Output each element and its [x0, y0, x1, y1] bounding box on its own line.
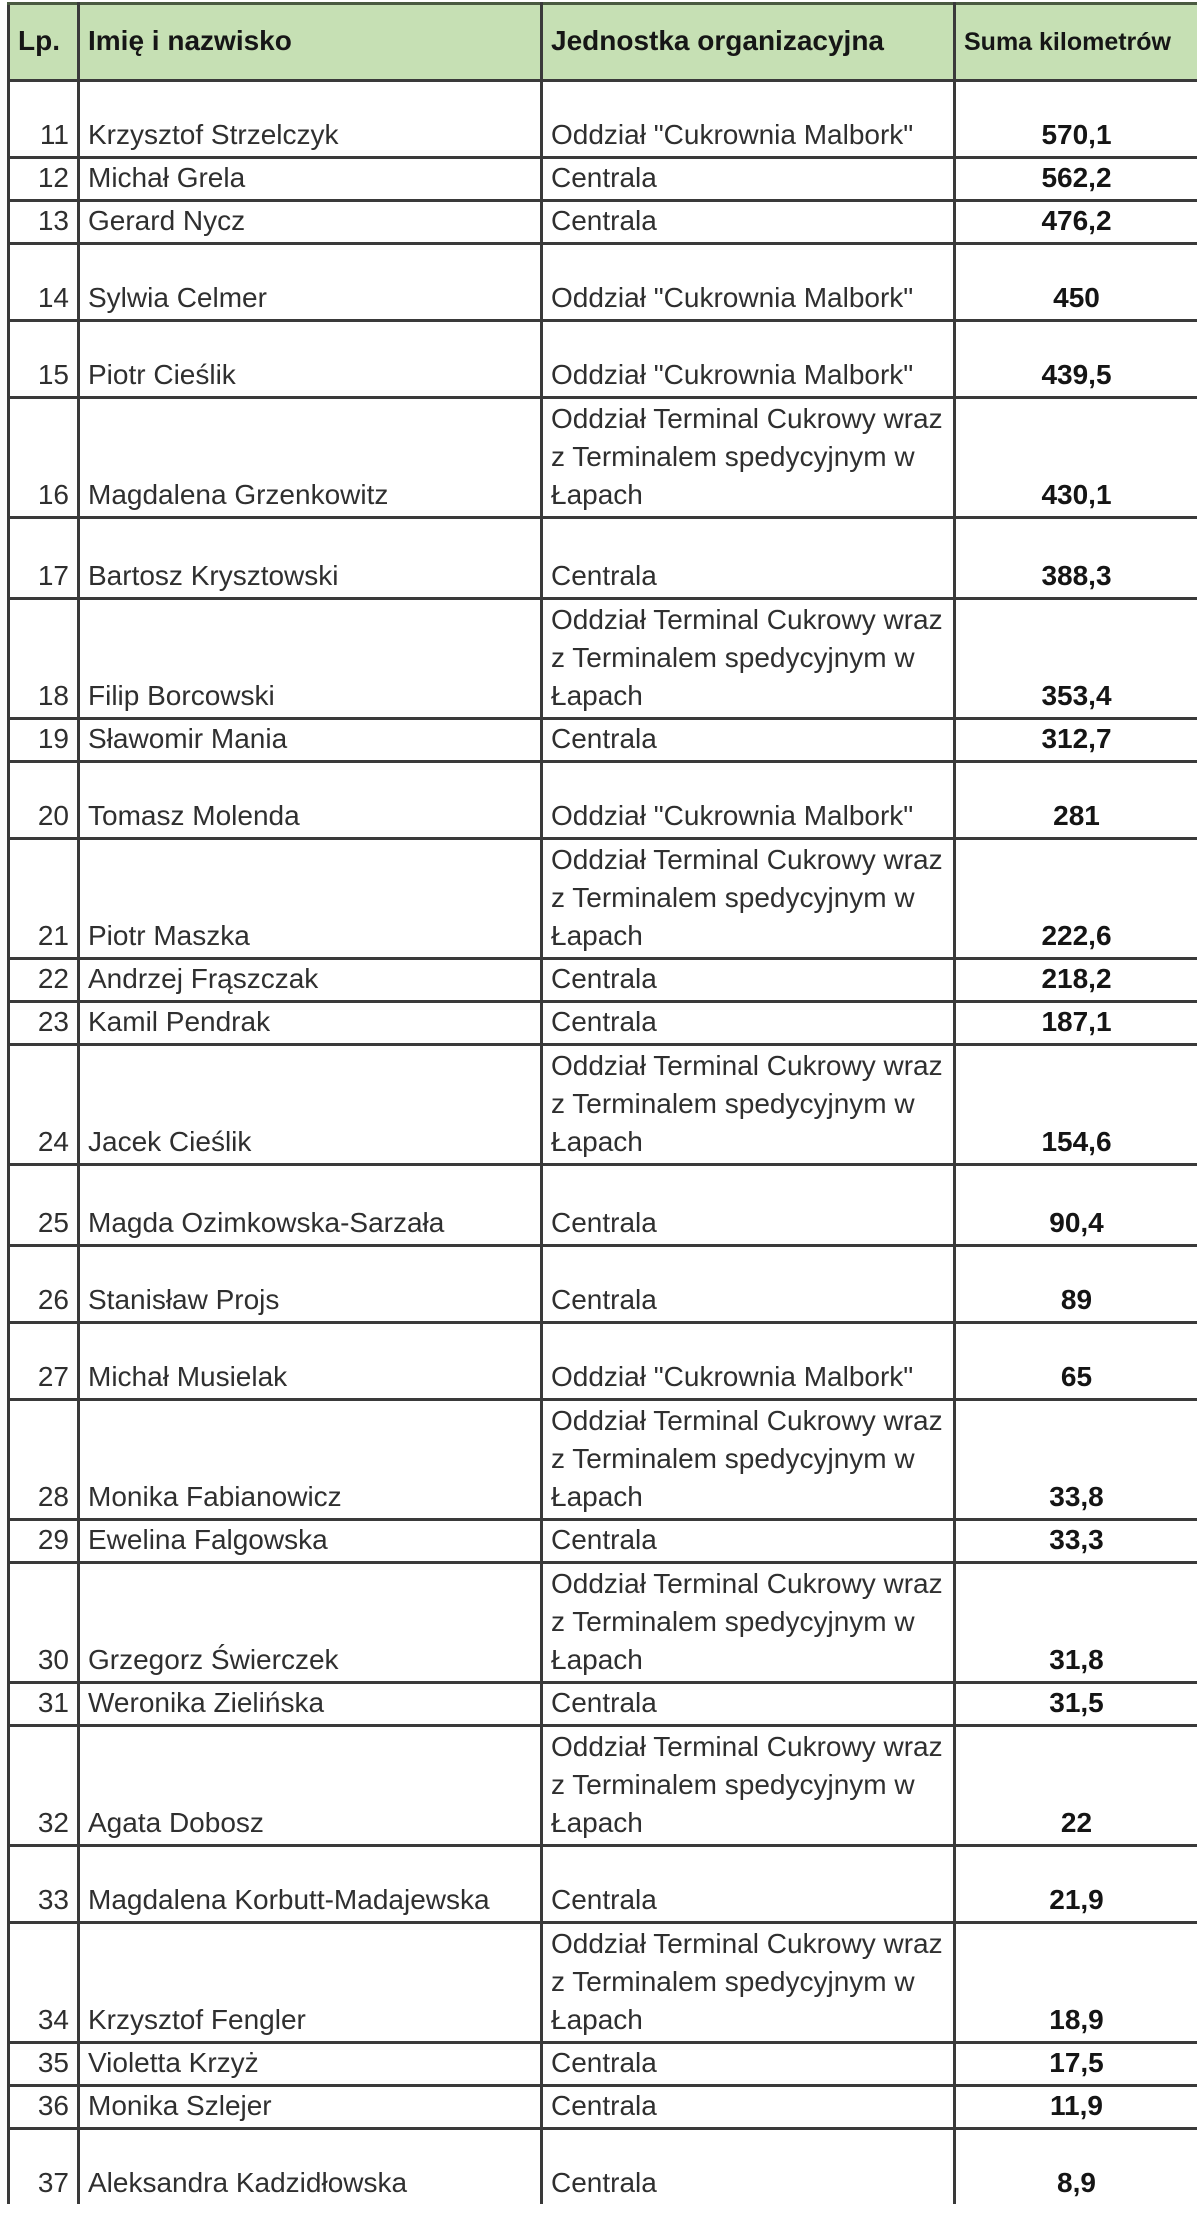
table-row	[9, 398, 1198, 518]
organizational-unit: Oddział "Cukrownia Malbork"	[542, 1323, 955, 1400]
organizational-unit: Centrala	[542, 201, 955, 244]
row-number: 28	[9, 1400, 79, 1520]
employee-name: Krzysztof Fengler	[79, 1923, 542, 2043]
table-row	[9, 1002, 1198, 1045]
employee-name: Jacek Cieślik	[79, 1045, 542, 1165]
organizational-unit: Centrala	[542, 2086, 955, 2129]
organizational-unit: Centrala	[542, 1246, 955, 1323]
kilometers-total: 22	[955, 1726, 1198, 1846]
organizational-unit: Oddział Terminal Cukrowy wraz z Terminalem spedycyjnym w Łapach	[542, 839, 955, 959]
employee-name: Piotr Cieślik	[79, 321, 542, 398]
kilometers-total: 218,2	[955, 959, 1198, 1002]
employee-name: Tomasz Molenda	[79, 762, 542, 839]
header-name: Imię i nazwisko	[79, 4, 542, 81]
employee-name: Grzegorz Świerczek	[79, 1563, 542, 1683]
kilometers-total: 154,6	[955, 1045, 1198, 1165]
kilometers-total: 388,3	[955, 518, 1198, 599]
employee-name: Krzysztof Strzelczyk	[79, 81, 542, 158]
table-row	[9, 201, 1198, 244]
kilometers-total: 8,9	[955, 2129, 1198, 2205]
organizational-unit: Oddział Terminal Cukrowy wraz z Terminalem spedycyjnym w Łapach	[542, 1923, 955, 2043]
employee-name: Weronika Zielińska	[79, 1683, 542, 1726]
row-number: 11	[9, 81, 79, 158]
organizational-unit: Centrala	[542, 2129, 955, 2205]
employee-name: Aleksandra Kadzidłowska	[79, 2129, 542, 2205]
row-number: 29	[9, 1520, 79, 1563]
table-row	[9, 1520, 1198, 1563]
row-number: 30	[9, 1563, 79, 1683]
employee-name: Magdalena Korbutt-Madajewska	[79, 1846, 542, 1923]
table-row	[9, 1923, 1198, 2043]
row-number: 33	[9, 1846, 79, 1923]
kilometers-total: 450	[955, 244, 1198, 321]
table-body	[9, 81, 1198, 2205]
row-number: 18	[9, 599, 79, 719]
organizational-unit: Centrala	[542, 1683, 955, 1726]
kilometers-total: 31,8	[955, 1563, 1198, 1683]
table-header-row	[9, 4, 1198, 81]
kilometers-total: 89	[955, 1246, 1198, 1323]
row-number: 34	[9, 1923, 79, 2043]
kilometers-total: 11,9	[955, 2086, 1198, 2129]
table-row	[9, 1045, 1198, 1165]
organizational-unit: Centrala	[542, 1165, 955, 1246]
row-number: 27	[9, 1323, 79, 1400]
organizational-unit: Oddział "Cukrownia Malbork"	[542, 244, 955, 321]
employee-name: Bartosz Krysztowski	[79, 518, 542, 599]
kilometers-total: 281	[955, 762, 1198, 839]
employee-name: Gerard Nycz	[79, 201, 542, 244]
employee-name: Sylwia Celmer	[79, 244, 542, 321]
kilometers-total: 33,8	[955, 1400, 1198, 1520]
table-row	[9, 719, 1198, 762]
employee-name: Filip Borcowski	[79, 599, 542, 719]
header-unit: Jednostka organizacyjna	[542, 4, 955, 81]
kilometers-total: 570,1	[955, 81, 1198, 158]
employee-name: Magdalena Grzenkowitz	[79, 398, 542, 518]
employee-name: Michał Grela	[79, 158, 542, 201]
organizational-unit: Oddział Terminal Cukrowy wraz z Terminalem spedycyjnym w Łapach	[542, 1400, 955, 1520]
kilometers-total: 353,4	[955, 599, 1198, 719]
kilometers-total: 31,5	[955, 1683, 1198, 1726]
organizational-unit: Oddział "Cukrownia Malbork"	[542, 762, 955, 839]
row-number: 14	[9, 244, 79, 321]
row-number: 17	[9, 518, 79, 599]
kilometers-total: 430,1	[955, 398, 1198, 518]
organizational-unit: Centrala	[542, 2043, 955, 2086]
kilometers-total: 312,7	[955, 719, 1198, 762]
row-number: 32	[9, 1726, 79, 1846]
table-row	[9, 1246, 1198, 1323]
table-row	[9, 2129, 1198, 2205]
row-number: 31	[9, 1683, 79, 1726]
employee-name: Michał Musielak	[79, 1323, 542, 1400]
kilometers-total: 222,6	[955, 839, 1198, 959]
row-number: 24	[9, 1045, 79, 1165]
table-row	[9, 1323, 1198, 1400]
kilometers-total: 21,9	[955, 1846, 1198, 1923]
organizational-unit: Oddział Terminal Cukrowy wraz z Terminalem spedycyjnym w Łapach	[542, 1045, 955, 1165]
table-row	[9, 1165, 1198, 1246]
organizational-unit: Centrala	[542, 1846, 955, 1923]
table-row	[9, 244, 1198, 321]
row-number: 26	[9, 1246, 79, 1323]
kilometers-total: 562,2	[955, 158, 1198, 201]
table-row	[9, 158, 1198, 201]
table-row	[9, 839, 1198, 959]
row-number: 13	[9, 201, 79, 244]
row-number: 15	[9, 321, 79, 398]
table-row	[9, 81, 1198, 158]
employee-name: Ewelina Falgowska	[79, 1520, 542, 1563]
employee-name: Kamil Pendrak	[79, 1002, 542, 1045]
kilometers-total: 33,3	[955, 1520, 1198, 1563]
table-row	[9, 762, 1198, 839]
row-number: 22	[9, 959, 79, 1002]
organizational-unit: Centrala	[542, 158, 955, 201]
employee-name: Andrzej Frąszczak	[79, 959, 542, 1002]
employee-name: Agata Dobosz	[79, 1726, 542, 1846]
row-number: 35	[9, 2043, 79, 2086]
row-number: 36	[9, 2086, 79, 2129]
table-row	[9, 1683, 1198, 1726]
kilometers-total: 439,5	[955, 321, 1198, 398]
kilometers-total: 17,5	[955, 2043, 1198, 2086]
organizational-unit: Centrala	[542, 719, 955, 762]
employee-name: Magda Ozimkowska-Sarzała	[79, 1165, 542, 1246]
table-row	[9, 1726, 1198, 1846]
employee-name: Monika Fabianowicz	[79, 1400, 542, 1520]
organizational-unit: Oddział Terminal Cukrowy wraz z Terminalem spedycyjnym w Łapach	[542, 398, 955, 518]
organizational-unit: Centrala	[542, 1002, 955, 1045]
kilometers-total: 187,1	[955, 1002, 1198, 1045]
kilometers-total: 18,9	[955, 1923, 1198, 2043]
table-row	[9, 321, 1198, 398]
table-row	[9, 1563, 1198, 1683]
employee-name: Sławomir Mania	[79, 719, 542, 762]
header-lp: Lp.	[9, 4, 79, 81]
table-row	[9, 959, 1198, 1002]
employee-name: Monika Szlejer	[79, 2086, 542, 2129]
header-km: Suma kilometrów	[955, 4, 1198, 81]
organizational-unit: Centrala	[542, 1520, 955, 1563]
employee-name: Violetta Krzyż	[79, 2043, 542, 2086]
organizational-unit: Centrala	[542, 959, 955, 1002]
row-number: 21	[9, 839, 79, 959]
organizational-unit: Oddział "Cukrownia Malbork"	[542, 321, 955, 398]
table-row	[9, 599, 1198, 719]
organizational-unit: Oddział Terminal Cukrowy wraz z Terminalem spedycyjnym w Łapach	[542, 599, 955, 719]
row-number: 37	[9, 2129, 79, 2205]
row-number: 20	[9, 762, 79, 839]
row-number: 25	[9, 1165, 79, 1246]
organizational-unit: Oddział Terminal Cukrowy wraz z Terminalem spedycyjnym w Łapach	[542, 1563, 955, 1683]
table-row	[9, 1400, 1198, 1520]
table-row	[9, 2043, 1198, 2086]
organizational-unit: Oddział Terminal Cukrowy wraz z Terminalem spedycyjnym w Łapach	[542, 1726, 955, 1846]
row-number: 12	[9, 158, 79, 201]
table-row	[9, 2086, 1198, 2129]
kilometers-ranking-table	[7, 2, 1197, 2204]
employee-name: Stanisław Projs	[79, 1246, 542, 1323]
row-number: 16	[9, 398, 79, 518]
kilometers-total: 65	[955, 1323, 1198, 1400]
kilometers-total: 476,2	[955, 201, 1198, 244]
ranking-table-sheet	[7, 2, 1197, 2226]
organizational-unit: Centrala	[542, 518, 955, 599]
row-number: 23	[9, 1002, 79, 1045]
table-row	[9, 518, 1198, 599]
table-row	[9, 1846, 1198, 1923]
kilometers-total: 90,4	[955, 1165, 1198, 1246]
organizational-unit: Oddział "Cukrownia Malbork"	[542, 81, 955, 158]
row-number: 19	[9, 719, 79, 762]
employee-name: Piotr Maszka	[79, 839, 542, 959]
